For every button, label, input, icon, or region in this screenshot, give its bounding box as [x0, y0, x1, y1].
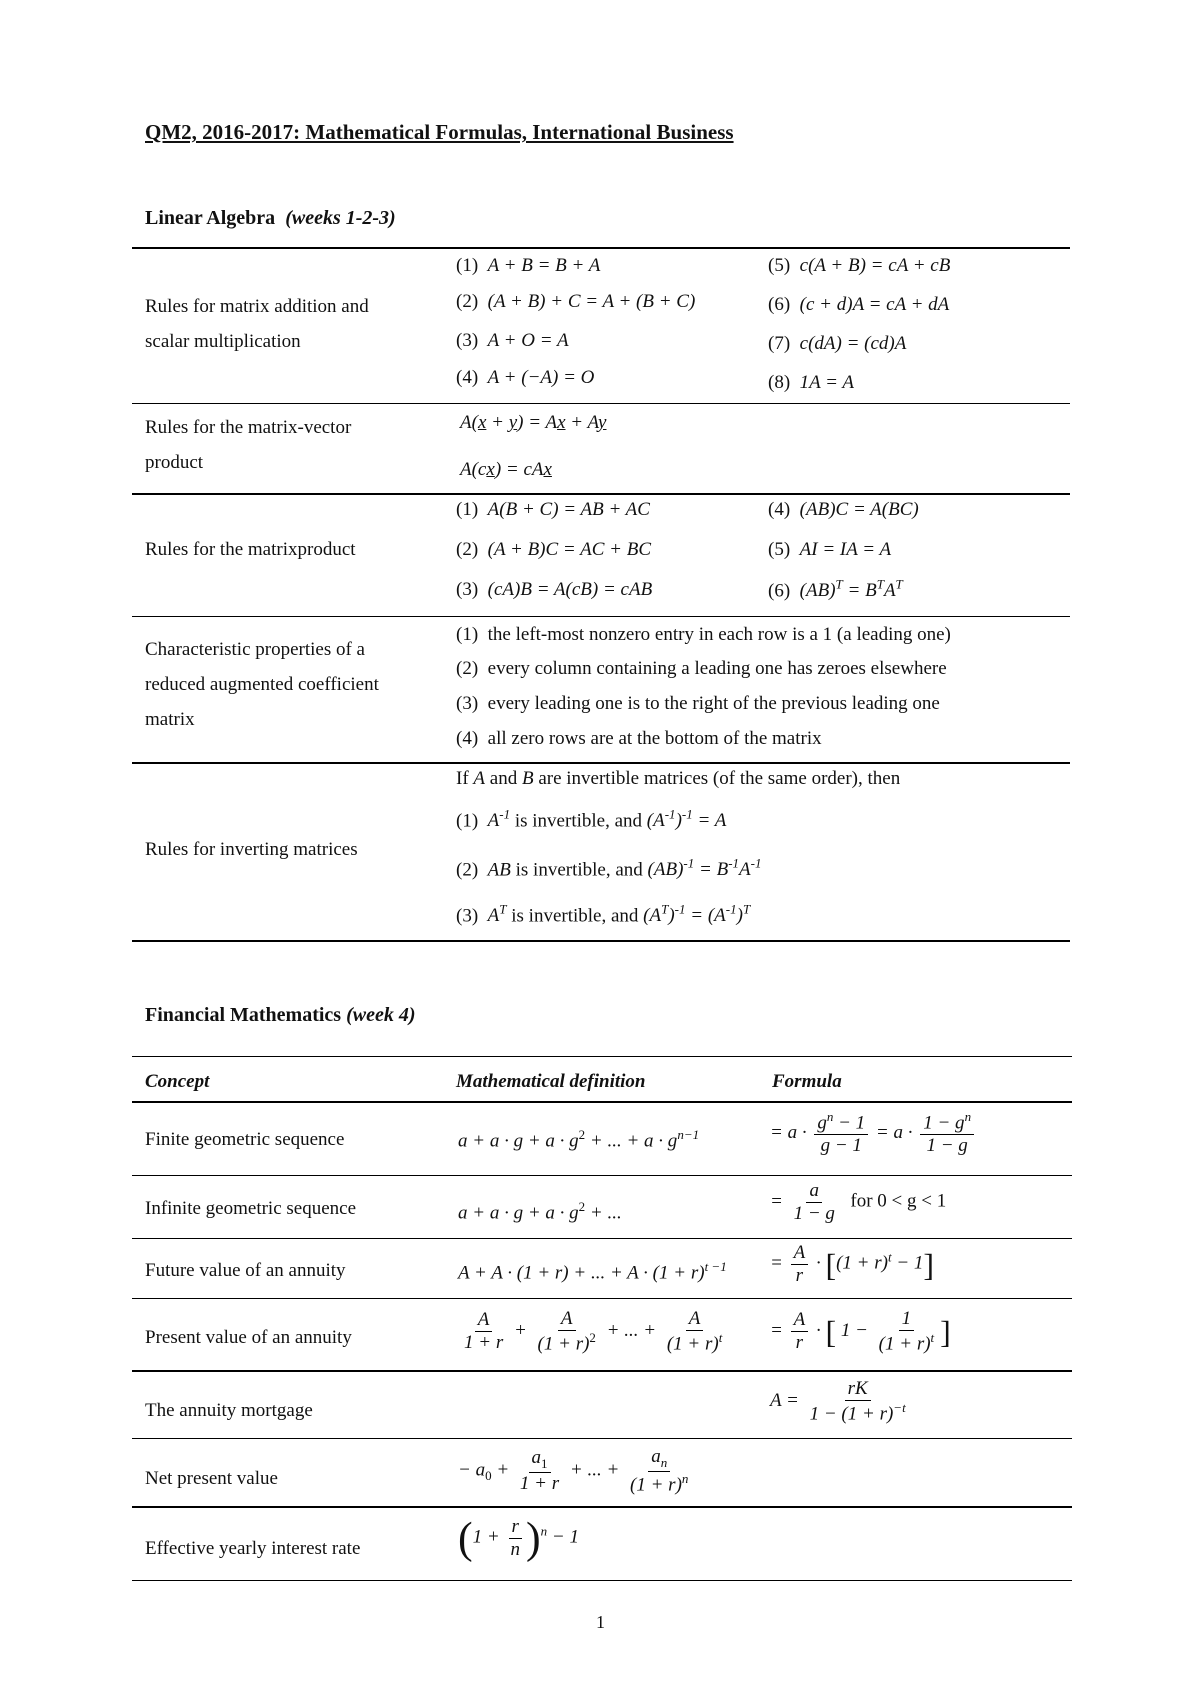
product-rule-4: [768, 500, 919, 519]
reduced-label-line-3: matrix: [145, 709, 195, 730]
product-rule-6: [768, 578, 903, 600]
sup: -1: [725, 902, 737, 917]
table-bottom-rule: [132, 940, 1070, 942]
formula: (cA)B = A(cB) = cAB: [487, 579, 653, 600]
row-divider: [132, 1370, 1072, 1372]
part: (AB): [799, 580, 836, 602]
num: (2): [456, 539, 479, 560]
mv-product-label-line-2: product: [145, 452, 204, 473]
row-divider: [132, 762, 1070, 764]
def-infinite-geometric: $a + a \cdot g + a \cdot g^2$ + ...: [458, 1199, 622, 1224]
reduced-label-line-2: reduced augmented coefficient: [145, 674, 379, 695]
num: (5): [768, 539, 791, 560]
text: is invertible, and: [510, 810, 647, 832]
part: A(c: [460, 459, 487, 480]
sup: T: [876, 577, 884, 592]
concept-present-value: Present value of an annuity: [145, 1327, 352, 1348]
formula: 1A = A: [799, 372, 855, 393]
text: is invertible, and: [510, 859, 648, 881]
concept-annuity-mortgage: The annuity mortgage: [145, 1400, 313, 1421]
formula: $(AB)^{-1} = B^{-1}A^{-1}$: [647, 856, 762, 881]
concept-future-value: Future value of an annuity: [145, 1260, 346, 1281]
row-divider: [132, 1438, 1072, 1439]
vector-x: x: [557, 412, 566, 433]
formula: AI = IA = A: [799, 539, 892, 560]
sup: T: [742, 902, 751, 917]
financial-heading-text: Financial Mathematics: [145, 1004, 342, 1026]
formula: $(A^{-1})^{-1} = A$: [646, 807, 727, 832]
addition-rule-3: [456, 331, 569, 350]
num: (7): [768, 333, 791, 354]
mv-rule-1: [460, 413, 606, 432]
formula: (A + B)C = AC + BC: [487, 539, 652, 560]
vector-x: x: [543, 459, 552, 480]
product-rule-5: [768, 540, 891, 559]
sup: -1: [683, 856, 695, 871]
addition-rule-7: [768, 334, 906, 353]
text: all zero rows are at the bottom of the matrix: [487, 728, 822, 749]
part: + A: [565, 412, 599, 433]
vector-y: y: [598, 412, 607, 433]
num: (4): [456, 367, 479, 388]
addition-label-line-2: scalar multiplication: [145, 331, 301, 352]
linear-algebra-heading: [145, 207, 396, 230]
matrix-product-label: Rules for the matrixproduct: [145, 539, 356, 560]
sup: -1: [664, 807, 676, 822]
product-rule-3: [456, 580, 652, 599]
formula-finite-geometric: = a · $\frac{g^n - 1}{g - 1}$ = a · $\frac{1 - g^n}{1 - g}$: [770, 1110, 977, 1157]
col-header-formula: Formula: [772, 1071, 842, 1092]
formula: A + O = A: [487, 330, 569, 351]
num: (3): [456, 693, 479, 714]
num: (2): [456, 859, 479, 881]
row-divider: [132, 1175, 1072, 1176]
vector-x: x: [486, 459, 495, 480]
formula: $(A^T)^{-1} = (A^{-1})^T$: [643, 902, 751, 927]
part: A: [883, 580, 896, 602]
addition-rule-2: [456, 292, 695, 311]
concept-effective-rate: Effective yearly interest rate: [145, 1538, 361, 1559]
sup: -1: [674, 902, 686, 917]
reduced-label-line-1: Characteristic properties of a: [145, 639, 365, 660]
reduced-item-2: [456, 659, 947, 678]
sup: -1: [728, 856, 740, 871]
num: (2): [456, 291, 479, 312]
addition-rule-5: [768, 256, 950, 275]
formula: (A + B) + C = A + (B + C): [487, 291, 696, 312]
mv-product-label: [145, 410, 351, 480]
part: ) = A: [517, 412, 558, 433]
sup: -1: [750, 856, 762, 871]
formula: (c + d)A = cA + dA: [799, 294, 950, 315]
part: B: [521, 768, 534, 789]
addition-rule-1: [456, 256, 600, 275]
fm-bottom-rule: [132, 1580, 1072, 1581]
num: (1): [456, 499, 479, 520]
formula: A + B = B + A: [487, 255, 601, 276]
num: (4): [456, 728, 479, 749]
formula: (AB)C = A(BC): [799, 499, 919, 520]
formula-present-value: = $\frac{A}{r}$ · [ 1 − $\frac{1}{(1 + r)^t}$ ]: [770, 1308, 951, 1355]
fm-top-rule: [132, 1056, 1072, 1057]
sup: T: [499, 902, 507, 917]
row-divider: [132, 493, 1070, 495]
col-header-definition: Mathematical definition: [456, 1071, 646, 1092]
part: = B: [842, 580, 877, 602]
num: (1): [456, 810, 479, 832]
formula-annuity-mortgage: A = $\frac{rK}{1 - (1 + r)^{-t}}$: [770, 1378, 906, 1425]
formula: A + (−A) = O: [487, 367, 595, 388]
addition-rule-4: [456, 368, 594, 387]
num: (8): [768, 372, 791, 393]
addition-rule-8: [768, 373, 854, 392]
table-top-rule: [132, 247, 1070, 249]
reduced-item-1: [456, 625, 951, 644]
num: (2): [456, 658, 479, 679]
addition-label: [145, 289, 369, 359]
fm-header-rule: [132, 1101, 1072, 1103]
inverting-rule-1: [456, 808, 726, 830]
num: (4): [768, 499, 791, 520]
formula: c(dA) = (cd)A: [799, 333, 907, 354]
inverting-label: Rules for inverting matrices: [145, 839, 358, 860]
row-divider: [132, 1238, 1072, 1239]
vector-x: x: [477, 412, 487, 433]
def-net-present-value: − $a_0$ + $\frac{a_1}{1 + r}$ + ... + $\frac{a_n}{(1 + r)^n}$: [458, 1446, 689, 1496]
reduced-item-4: [456, 729, 822, 748]
formula: $A^{-1}$: [487, 807, 511, 832]
num: (3): [456, 905, 479, 927]
formula: A(B + C) = AB + AC: [487, 499, 650, 520]
num: (6): [768, 294, 791, 315]
part: ) = cA: [494, 459, 544, 480]
mv-product-label-line-1: Rules for the matrix-vector: [145, 417, 352, 438]
sup: -1: [681, 807, 693, 822]
formula: $A^T$: [487, 902, 507, 927]
text: every leading one is to the right of the previous leading one: [487, 693, 940, 714]
page-number: 1: [596, 1612, 605, 1632]
addition-rule-6: [768, 295, 949, 314]
addition-label-line-1: Rules for matrix addition and: [145, 296, 369, 317]
sup: T: [835, 577, 843, 592]
def-future-value: A + A · (1 + r) + ... + $A \cdot (1 + r)^{t -1}$: [458, 1259, 727, 1284]
num: (1): [456, 624, 479, 645]
concept-finite-geometric: Finite geometric sequence: [145, 1129, 345, 1150]
text: the left-most nonzero entry in each row is a 1 (a leading one): [487, 624, 951, 645]
inverting-rule-2: [456, 857, 762, 879]
row-divider: [132, 1506, 1072, 1508]
part: are invertible matrices (of the same order), then: [533, 768, 901, 789]
concept-net-present-value: Net present value: [145, 1468, 278, 1489]
part: A(: [460, 412, 478, 433]
vector-y: y: [508, 412, 518, 433]
text: is invertible, and: [506, 905, 644, 927]
formula-infinite-geometric: = $\frac{a}{1 - g}$ for 0 < g < 1: [770, 1180, 947, 1224]
inverting-intro: [456, 769, 900, 788]
def-effective-rate: (1 + $\frac{r}{n}$ )$^n$ − 1: [458, 1513, 579, 1563]
linear-algebra-weeks: (weeks 1-2-3): [285, 207, 396, 229]
inverting-rule-3: [456, 903, 750, 925]
range-text: for 0 < g < 1: [850, 1190, 947, 1212]
part: A: [473, 768, 486, 789]
num: (3): [456, 579, 479, 600]
mv-rule-2: [460, 460, 552, 479]
part: and: [485, 768, 522, 789]
num: (1): [456, 255, 479, 276]
num: (3): [456, 330, 479, 351]
linear-algebra-heading-text: Linear Algebra: [145, 207, 276, 229]
financial-week: (week 4): [346, 1004, 416, 1026]
reduced-item-3: [456, 694, 940, 713]
def-finite-geometric: $a + a \cdot g + a \cdot g^2$ + ... + $a \cdot g^{n-1}$: [458, 1127, 700, 1152]
part: If: [456, 768, 474, 789]
row-divider: [132, 1298, 1072, 1299]
reduced-label: [145, 632, 379, 737]
product-rule-2: [456, 540, 651, 559]
row-divider: [132, 403, 1070, 404]
financial-heading: [145, 1004, 416, 1027]
document-title: QM2, 2016-2017: Mathematical Formulas, International Business: [145, 120, 734, 144]
text: every column containing a leading one has zeroes elsewhere: [487, 658, 947, 679]
num: (6): [768, 580, 791, 602]
part: +: [486, 412, 509, 433]
sup: -1: [499, 807, 511, 822]
formula: c(A + B) = cA + cB: [799, 255, 951, 276]
num: (5): [768, 255, 791, 276]
sup: T: [661, 902, 669, 917]
formula: AB: [487, 859, 511, 881]
formula-future-value: = $\frac{A}{r}$ · $[(1 + r)^t - 1]$: [770, 1242, 935, 1286]
sup: T: [895, 577, 903, 592]
concept-infinite-geometric: Infinite geometric sequence: [145, 1198, 357, 1219]
def-present-value: $\frac{A}{1 + r}$ + $\frac{A}{(1 + r)^2}$ + ... + $\frac{A}{(1 + r)^t}$: [464, 1308, 723, 1355]
product-rule-1: [456, 500, 650, 519]
col-header-concept: Concept: [145, 1071, 210, 1092]
row-divider: [132, 616, 1070, 617]
